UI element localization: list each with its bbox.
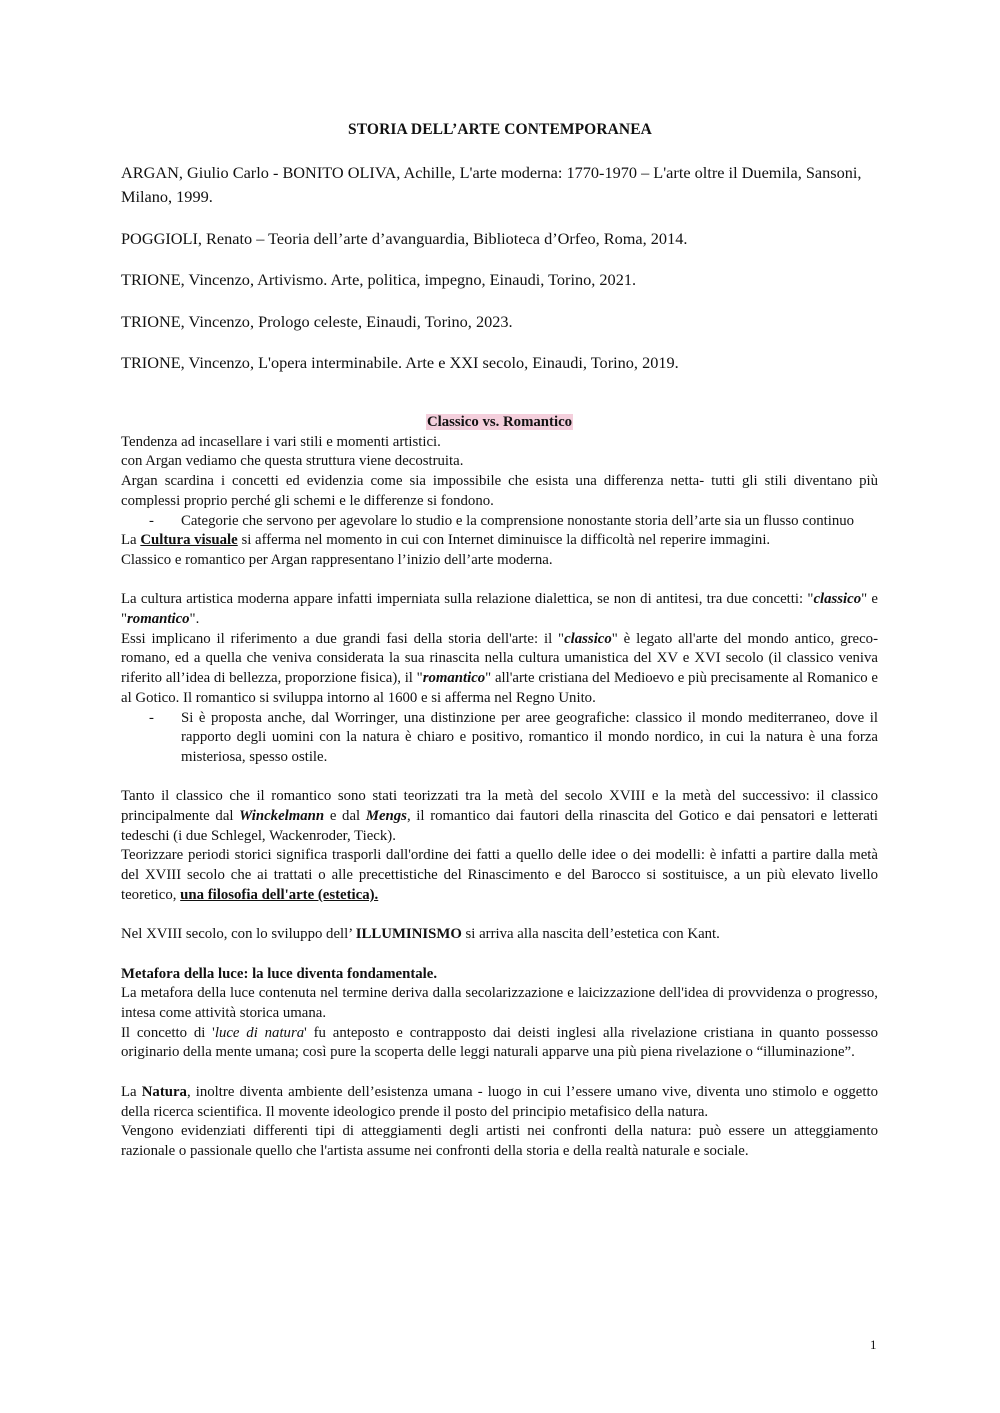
paragraph-text: La Cultura visuale si afferma nel momento in cui con Internet diminuisce la difficoltà nel reperire immagini. — [121, 532, 771, 549]
paragraph-text: Classico e romantico per Argan rappresentano l’inizio dell’arte moderna. — [121, 551, 553, 568]
page-number: 1 — [870, 1337, 877, 1352]
paragraph-text: La Natura, inoltre diventa ambiente dell’esistenza umana - luogo in cui l’essere umano vive, diventa uno stimolo e oggetto della ricerca scientifica. Il movente ideologico prende il posto del principio metafisico della natura. — [121, 1083, 878, 1120]
paragraph-text: Tendenza ad incasellare i vari stili e momenti artistici. — [121, 433, 441, 450]
paragraph-text: Nel XVIII secolo, con lo sviluppo dell’ ILLUMINISMO si arriva alla nascita dell’estetica con Kant. — [121, 926, 720, 943]
bullet-dash: - — [149, 709, 154, 726]
bullet-dash: - — [149, 512, 154, 529]
bold-term-filosofia-arte: una filosofia dell'arte (estetica). — [180, 886, 379, 903]
paragraph-text: Argan scardina i concetti ed evidenzia come sia impossibile che esista una differenza netta- tutti gli stili diventano più complessi proprio perché gli schemi e le differenze si fondono. — [121, 473, 878, 509]
bibliography-entry-3: TRIONE, Vincenzo, Artivismo. Arte, politica, impegno, Einaudi, Torino, 2021. — [121, 270, 637, 289]
paragraph-text: con Argan vediamo che questa struttura viene decostruita. — [121, 453, 464, 470]
paragraph-text: La cultura artistica moderna appare infatti imperniata sulla relazione dialettica, se non di antitesi, tra due concetti: "classico" e "romantico". — [121, 591, 879, 628]
bibliography-entry-2: POGGIOLI, Renato – Teoria dell’arte d’avanguardia, Biblioteca d’Orfeo, Roma, 2014. — [121, 229, 688, 248]
section-heading-classico-romantico: Classico vs. Romantico — [426, 414, 573, 430]
page-title: STORIA DELL’ARTE CONTEMPORANEA — [348, 121, 652, 138]
list-item: - Categorie che servono per agevolare lo studio e la comprensione nonostante storia dell’arte sia un flusso continuo — [121, 512, 878, 532]
bibliography-entry-5: TRIONE, Vincenzo, L'opera interminabile. Arte e XXI secolo, Einaudi, Torino, 2019. — [121, 353, 679, 372]
notes-body — [121, 413, 878, 1162]
paragraph-text: Il concetto di 'luce di natura' fu anteposto e contrapposto dai deisti inglesi alla rivelazione cristiana in quanto possesso originario della mente umana; così pure la scoperta delle leggi naturali apparve una più piena rivelazione o “illuminazione”. — [121, 1024, 878, 1061]
paragraph-text: Vengono evidenziati differenti tipi di atteggiamenti degli artisti nei confronti della natura: può essere un atteggiamento razionale o passionale quello che l'artista assume nei confronti della storia e della realtà naturale e sociale. — [121, 1123, 878, 1159]
bibliography-entry-1: ARGAN, Giulio Carlo - BONITO OLIVA, Achille, L'arte moderna: 1770-1970 – L'arte oltre il Duemila, Sansoni, Milano, 1999. — [121, 163, 862, 206]
section-heading-metafora: Metafora della luce: la luce diventa fondamentale. — [121, 965, 438, 982]
paragraph-text: La metafora della luce contenuta nel termine deriva dalla secolarizzazione e laicizzazione dell'idea di provvidenza o progresso, intesa come attività storica umana. — [121, 985, 878, 1022]
paragraph-text: Teorizzare periodi storici significa trasporli dall'ordine dei fatti a quello delle idee o dei modelli: è infatti a partire dalla metà del XVIII secolo che ai trattati o alle precettistiche del Rinascimento e del Barocco si sostituisce, a un più elevato livello teoretico, una filosofia dell'arte (estetica). — [121, 847, 878, 903]
list-item: - Si è proposta anche, dal Worringer, una distinzione per aree geografiche: classico il mondo mediterraneo, dove il rapporto degli uomini con la natura è chiaro e positivo, romantico il mondo nordico, in cui la natura è una forza misteriosa, spesso ostile. — [121, 709, 878, 768]
paragraph-text: Tanto il classico che il romantico sono stati teorizzati tra la metà del secolo XVIII e la metà del successivo: il classico principalmente dal Winckelmann e dal Mengs, il romantico dai fautori della rinascita del Gotico e dai pensatori e letterati tedeschi (i due Schlegel, Wackenroder, Tieck). — [121, 788, 878, 844]
bold-term-cultura-visuale: Cultura visuale — [140, 532, 238, 549]
bibliography-entry-4: TRIONE, Vincenzo, Prologo celeste, Einaudi, Torino, 2023. — [121, 312, 513, 331]
paragraph-text: Essi implicano il riferimento a due grandi fasi della storia dell'arte: il "classico" è legato all'arte del mondo antico, greco-romano, ed a quella che veniva considerata la sua rinascita nella cultura umanistica del XV e XVI secolo (il classico veniva riferito all’idea di bellezza, proporzione fisica), il "romantico" all'arte cristiana del Medioevo e più precisamente al Romanico e al Gotico. Il romantico si sviluppa intorno al 1600 e si afferma nel Regno Unito. — [121, 630, 879, 706]
